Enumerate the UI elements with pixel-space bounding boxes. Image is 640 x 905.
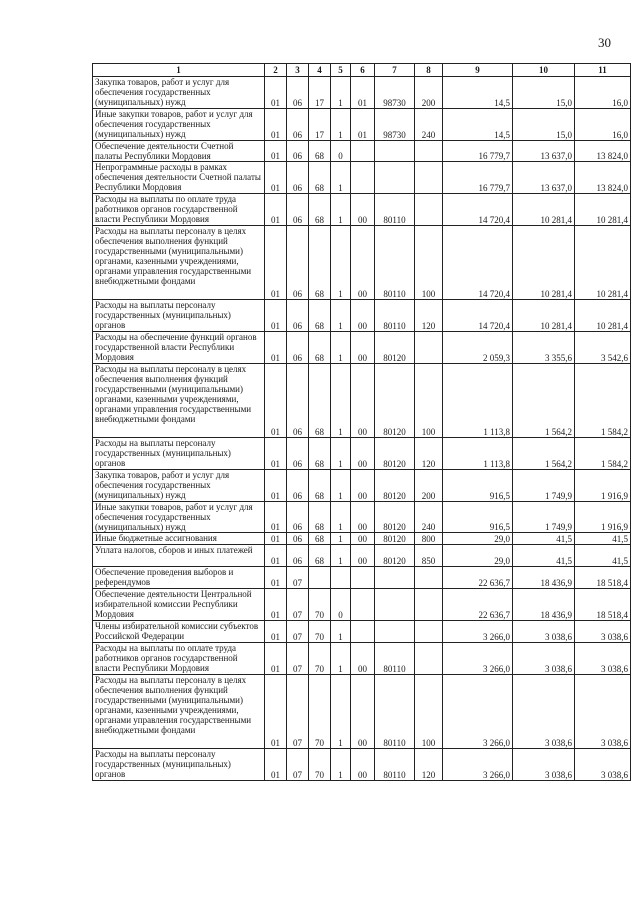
expense-type-code-cell [415,141,443,162]
amount-year-2-cell: 3 355,6 [513,332,575,364]
target-code-cell: 80120 [375,533,415,545]
expense-type-code-cell [415,567,443,589]
expense-item-name: Обеспечение деятельности Счетной палаты Республики Мордовия [93,141,265,162]
expense-item-name: Расходы на выплаты по оплате труда работников органов государственной власти Республики Мордовия [93,643,265,675]
subsection-code-cell: 07 [287,643,309,675]
subprogram-code-cell: 1 [331,364,351,438]
activity-code-cell: 00 [351,194,375,226]
expense-item-name: Обеспечение деятельности Центральной избирательной комиссии Республики Мордовия [93,589,265,621]
amount-year-1-cell: 3 266,0 [443,749,513,781]
amount-year-3-cell: 41,5 [575,545,631,567]
activity-code-cell: 00 [351,502,375,533]
amount-year-2-cell: 1 564,2 [513,438,575,470]
table-row [93,438,631,470]
amount-year-2-cell: 1 749,9 [513,502,575,533]
subsection-code-cell: 06 [287,364,309,438]
activity-code-cell [351,141,375,162]
amount-year-2-cell: 15,0 [513,77,575,109]
table-row [93,332,631,364]
amount-year-2-cell: 10 281,4 [513,194,575,226]
amount-year-3-cell: 10 281,4 [575,300,631,332]
expense-item-name: Непрограммные расходы в рамках обеспечения деятельности Счетной палаты Республики Мордовия [93,162,265,194]
col-header-2: 2 [265,64,287,77]
program-code-cell: 68 [309,545,331,567]
expense-item-name: Расходы на выплаты персоналу в целях обеспечения выполнения функций государственными (муниципальными) органами, казенными учреждениями, органами управления государственными внебюджетными фондами [93,675,265,749]
subsection-code-cell: 06 [287,502,309,533]
amount-year-2-cell: 15,0 [513,109,575,141]
table-row [93,502,631,533]
section-code-cell: 01 [265,438,287,470]
section-code-cell: 01 [265,589,287,621]
program-code-cell: 70 [309,675,331,749]
program-code-cell: 68 [309,226,331,300]
amount-year-3-cell: 13 824,0 [575,141,631,162]
expense-item-name: Закупка товаров, работ и услуг для обеспечения государственных (муниципальных) нужд [93,77,265,109]
amount-year-3-cell: 3 038,6 [575,643,631,675]
amount-year-3-cell: 13 824,0 [575,162,631,194]
activity-code-cell [351,567,375,589]
amount-year-2-cell: 41,5 [513,533,575,545]
target-code-cell: 80110 [375,643,415,675]
subprogram-code-cell: 1 [331,300,351,332]
section-code-cell: 01 [265,77,287,109]
expense-type-code-cell: 800 [415,533,443,545]
table-row [93,77,631,109]
amount-year-2-cell: 1 749,9 [513,470,575,502]
subsection-code-cell: 07 [287,675,309,749]
target-code-cell: 80110 [375,226,415,300]
amount-year-1-cell: 14 720,4 [443,300,513,332]
section-code-cell: 01 [265,502,287,533]
col-header-8: 8 [415,64,443,77]
subsection-code-cell: 06 [287,332,309,364]
amount-year-3-cell: 16,0 [575,109,631,141]
expense-type-code-cell: 100 [415,675,443,749]
expense-item-name: Расходы на выплаты по оплате труда работников органов государственной власти Республики Мордовия [93,194,265,226]
target-code-cell [375,162,415,194]
program-code-cell: 70 [309,621,331,643]
amount-year-3-cell: 10 281,4 [575,226,631,300]
header-row [93,64,631,77]
target-code-cell: 80120 [375,545,415,567]
program-code-cell: 70 [309,589,331,621]
activity-code-cell [351,621,375,643]
amount-year-3-cell: 1 584,2 [575,364,631,438]
expense-item-name: Закупка товаров, работ и услуг для обеспечения государственных (муниципальных) нужд [93,470,265,502]
program-code-cell: 68 [309,533,331,545]
amount-year-1-cell: 16 779,7 [443,141,513,162]
section-code-cell: 01 [265,109,287,141]
program-code-cell: 68 [309,300,331,332]
activity-code-cell: 00 [351,300,375,332]
table-row [93,470,631,502]
subprogram-code-cell: 1 [331,675,351,749]
expense-type-code-cell [415,643,443,675]
expense-item-name: Расходы на выплаты персоналу государственных (муниципальных) органов [93,749,265,781]
amount-year-1-cell: 14 720,4 [443,226,513,300]
table-row [93,533,631,545]
subprogram-code-cell: 1 [331,643,351,675]
table-row [93,141,631,162]
section-code-cell: 01 [265,533,287,545]
subsection-code-cell: 06 [287,162,309,194]
section-code-cell: 01 [265,364,287,438]
amount-year-3-cell: 18 518,4 [575,589,631,621]
subsection-code-cell: 07 [287,567,309,589]
target-code-cell: 80120 [375,470,415,502]
amount-year-3-cell: 3 542,6 [575,332,631,364]
amount-year-1-cell: 3 266,0 [443,675,513,749]
section-code-cell: 01 [265,567,287,589]
target-code-cell: 80120 [375,438,415,470]
expense-type-code-cell [415,162,443,194]
table-row [93,643,631,675]
amount-year-1-cell: 3 266,0 [443,621,513,643]
table-row [93,545,631,567]
subsection-code-cell: 06 [287,533,309,545]
activity-code-cell: 01 [351,77,375,109]
expense-type-code-cell: 240 [415,502,443,533]
expense-type-code-cell: 100 [415,364,443,438]
expense-item-name: Расходы на выплаты персоналу в целях обеспечения выполнения функций государственными (муниципальными) органами, казенными учреждениями, органами управления государственными внебюджетными фондами [93,364,265,438]
activity-code-cell: 00 [351,332,375,364]
activity-code-cell: 00 [351,545,375,567]
target-code-cell [375,567,415,589]
amount-year-1-cell: 3 266,0 [443,643,513,675]
program-code-cell: 17 [309,109,331,141]
amount-year-3-cell: 1 916,9 [575,470,631,502]
amount-year-2-cell: 10 281,4 [513,226,575,300]
subprogram-code-cell: 1 [331,109,351,141]
subsection-code-cell: 06 [287,300,309,332]
expense-item-name: Расходы на выплаты персоналу в целях обеспечения выполнения функций государственными (муниципальными) органами, казенными учреждениями, органами управления государственными внебюджетными фондами [93,226,265,300]
col-header-4: 4 [309,64,331,77]
amount-year-3-cell: 10 281,4 [575,194,631,226]
amount-year-3-cell: 41,5 [575,533,631,545]
amount-year-1-cell: 14 720,4 [443,194,513,226]
section-code-cell: 01 [265,300,287,332]
expense-type-code-cell [415,194,443,226]
expense-type-code-cell: 120 [415,300,443,332]
program-code-cell: 68 [309,502,331,533]
table-row [93,675,631,749]
expense-item-name: Иные закупки товаров, работ и услуг для обеспечения государственных (муниципальных) нужд [93,109,265,141]
amount-year-2-cell: 1 564,2 [513,364,575,438]
subsection-code-cell: 06 [287,141,309,162]
budget-table [92,63,631,781]
amount-year-2-cell: 3 038,6 [513,749,575,781]
subsection-code-cell: 07 [287,749,309,781]
section-code-cell: 01 [265,643,287,675]
activity-code-cell [351,589,375,621]
subsection-code-cell: 06 [287,470,309,502]
amount-year-3-cell: 3 038,6 [575,621,631,643]
expense-item-name: Иные бюджетные ассигнования [93,533,265,545]
program-code-cell: 68 [309,438,331,470]
amount-year-1-cell: 16 779,7 [443,162,513,194]
amount-year-1-cell: 14,5 [443,109,513,141]
col-header-3: 3 [287,64,309,77]
amount-year-1-cell: 2 059,3 [443,332,513,364]
table-row [93,364,631,438]
amount-year-2-cell: 10 281,4 [513,300,575,332]
amount-year-2-cell: 3 038,6 [513,675,575,749]
activity-code-cell: 00 [351,226,375,300]
amount-year-3-cell: 1 584,2 [575,438,631,470]
expense-item-name: Обеспечение проведения выборов и референдумов [93,567,265,589]
activity-code-cell [351,162,375,194]
target-code-cell [375,141,415,162]
target-code-cell: 80110 [375,194,415,226]
section-code-cell: 01 [265,162,287,194]
program-code-cell: 68 [309,470,331,502]
amount-year-1-cell: 29,0 [443,545,513,567]
amount-year-1-cell: 916,5 [443,502,513,533]
subprogram-code-cell: 1 [331,470,351,502]
table-row [93,162,631,194]
expense-type-code-cell [415,589,443,621]
amount-year-1-cell: 14,5 [443,77,513,109]
amount-year-3-cell: 3 038,6 [575,749,631,781]
subprogram-code-cell: 1 [331,226,351,300]
subprogram-code-cell: 1 [331,438,351,470]
amount-year-1-cell: 22 636,7 [443,567,513,589]
subprogram-code-cell: 1 [331,162,351,194]
section-code-cell: 01 [265,545,287,567]
section-code-cell: 01 [265,141,287,162]
subprogram-code-cell: 1 [331,332,351,364]
subsection-code-cell: 06 [287,438,309,470]
expense-type-code-cell: 850 [415,545,443,567]
target-code-cell: 80120 [375,364,415,438]
col-header-11: 11 [575,64,631,77]
program-code-cell: 68 [309,194,331,226]
subsection-code-cell: 06 [287,77,309,109]
amount-year-1-cell: 22 636,7 [443,589,513,621]
activity-code-cell: 00 [351,438,375,470]
col-header-10: 10 [513,64,575,77]
amount-year-1-cell: 29,0 [443,533,513,545]
subprogram-code-cell: 1 [331,621,351,643]
amount-year-3-cell: 3 038,6 [575,675,631,749]
expense-type-code-cell: 200 [415,77,443,109]
amount-year-1-cell: 916,5 [443,470,513,502]
page-number: 30 [598,35,611,50]
program-code-cell: 68 [309,332,331,364]
activity-code-cell: 00 [351,470,375,502]
program-code-cell: 70 [309,749,331,781]
expense-type-code-cell: 200 [415,470,443,502]
expense-type-code-cell [415,621,443,643]
expense-item-name: Расходы на выплаты персоналу государственных (муниципальных) органов [93,438,265,470]
program-code-cell: 70 [309,643,331,675]
subsection-code-cell: 06 [287,194,309,226]
subsection-code-cell: 06 [287,226,309,300]
subprogram-code-cell: 1 [331,77,351,109]
table-row [93,589,631,621]
section-code-cell: 01 [265,332,287,364]
program-code-cell: 68 [309,364,331,438]
subprogram-code-cell: 1 [331,545,351,567]
expense-type-code-cell: 120 [415,438,443,470]
expense-item-name: Иные закупки товаров, работ и услуг для обеспечения государственных (муниципальных) нужд [93,502,265,533]
section-code-cell: 01 [265,194,287,226]
subprogram-code-cell: 0 [331,141,351,162]
subprogram-code-cell: 1 [331,502,351,533]
target-code-cell: 80120 [375,502,415,533]
subsection-code-cell: 06 [287,545,309,567]
subprogram-code-cell: 1 [331,194,351,226]
target-code-cell: 80110 [375,749,415,781]
amount-year-1-cell: 1 113,8 [443,364,513,438]
section-code-cell: 01 [265,470,287,502]
amount-year-3-cell: 1 916,9 [575,502,631,533]
activity-code-cell: 00 [351,533,375,545]
table-row [93,749,631,781]
amount-year-2-cell: 3 038,6 [513,621,575,643]
subsection-code-cell: 07 [287,589,309,621]
expense-item-name: Уплата налогов, сборов и иных платежей [93,545,265,567]
table-row [93,300,631,332]
amount-year-2-cell: 13 637,0 [513,141,575,162]
target-code-cell: 80110 [375,675,415,749]
col-header-6: 6 [351,64,375,77]
amount-year-3-cell: 16,0 [575,77,631,109]
table-row [93,194,631,226]
activity-code-cell: 00 [351,643,375,675]
col-header-7: 7 [375,64,415,77]
activity-code-cell: 00 [351,675,375,749]
section-code-cell: 01 [265,675,287,749]
target-code-cell: 98730 [375,77,415,109]
target-code-cell: 80120 [375,332,415,364]
section-code-cell: 01 [265,749,287,781]
activity-code-cell: 01 [351,109,375,141]
subprogram-code-cell: 1 [331,749,351,781]
amount-year-1-cell: 1 113,8 [443,438,513,470]
expense-type-code-cell: 120 [415,749,443,781]
program-code-cell: 17 [309,77,331,109]
col-header-9: 9 [443,64,513,77]
subsection-code-cell: 07 [287,621,309,643]
subprogram-code-cell [331,567,351,589]
program-code-cell: 68 [309,141,331,162]
amount-year-2-cell: 18 436,9 [513,589,575,621]
expense-type-code-cell: 100 [415,226,443,300]
program-code-cell [309,567,331,589]
expense-type-code-cell: 240 [415,109,443,141]
target-code-cell [375,621,415,643]
table-row [93,109,631,141]
amount-year-2-cell: 13 637,0 [513,162,575,194]
amount-year-3-cell: 18 518,4 [575,567,631,589]
subprogram-code-cell: 1 [331,533,351,545]
amount-year-2-cell: 3 038,6 [513,643,575,675]
amount-year-2-cell: 18 436,9 [513,567,575,589]
expense-item-name: Расходы на обеспечение функций органов государственной власти Республики Мордовия [93,332,265,364]
target-code-cell: 80110 [375,300,415,332]
amount-year-2-cell: 41,5 [513,545,575,567]
col-header-5: 5 [331,64,351,77]
activity-code-cell: 00 [351,749,375,781]
subprogram-code-cell: 0 [331,589,351,621]
col-header-1: 1 [93,64,265,77]
table-row [93,621,631,643]
subsection-code-cell: 06 [287,109,309,141]
target-code-cell [375,589,415,621]
program-code-cell: 68 [309,162,331,194]
activity-code-cell: 00 [351,364,375,438]
section-code-cell: 01 [265,621,287,643]
expense-item-name: Расходы на выплаты персоналу государственных (муниципальных) органов [93,300,265,332]
table-row [93,226,631,300]
target-code-cell: 98730 [375,109,415,141]
expense-type-code-cell [415,332,443,364]
expense-item-name: Члены избирательной комиссии субъектов Российской Федерации [93,621,265,643]
table-row [93,567,631,589]
section-code-cell: 01 [265,226,287,300]
